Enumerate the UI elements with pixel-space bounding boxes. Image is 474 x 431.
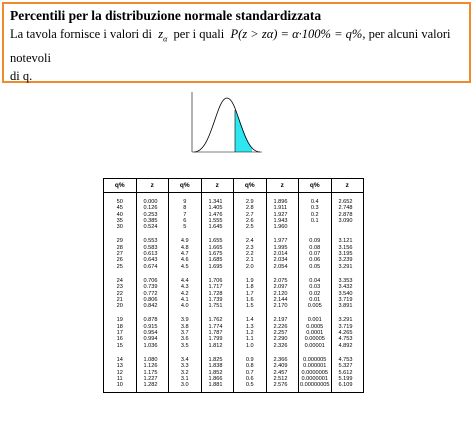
table-cell: 3.239: [338, 257, 353, 264]
table-cell: 4.4: [180, 277, 189, 284]
table-cell: 0.878: [143, 317, 158, 324]
table-cell: 2.652: [338, 199, 353, 205]
table-cell: 20: [116, 303, 123, 310]
table-cell: 0.613: [143, 251, 158, 258]
row-group: [234, 317, 266, 348]
table-cell: 13: [116, 363, 123, 370]
row-group: [299, 357, 331, 388]
table-cell: 2.7: [245, 211, 254, 218]
table-cell: 0.772: [143, 290, 158, 297]
table-cell: 35: [116, 217, 123, 224]
table-cell: 3.9: [180, 317, 189, 324]
table-cell: 4.892: [338, 342, 353, 349]
normal-curve-figure: [190, 90, 272, 162]
row-group: [169, 199, 201, 230]
table-cell: 16: [116, 336, 123, 343]
table-cell: 1.852: [208, 369, 223, 376]
table-cell: 0.643: [143, 257, 158, 264]
table-cell: 3.891: [338, 303, 353, 310]
table-cell: 1.126: [143, 363, 158, 370]
table-cell: 28: [116, 244, 123, 251]
table-cell: 0.0000001: [301, 375, 328, 382]
table-cell: 1.787: [208, 330, 223, 337]
table-cell: 2.3: [245, 244, 254, 251]
table-cell: 1.685: [208, 257, 223, 264]
table-cell: 0.04: [309, 277, 321, 284]
table-cell: 1.476: [208, 211, 223, 218]
z-column: [136, 193, 169, 392]
table-cell: 1.799: [208, 336, 223, 343]
table-cell: 2.326: [273, 342, 288, 349]
row-group: [137, 317, 169, 348]
table-cell: 4.8: [180, 244, 189, 251]
table-cell: 1.706: [208, 277, 223, 284]
table-cell: 9: [183, 199, 187, 205]
table-cell: 1.960: [273, 224, 288, 231]
row-group: [137, 278, 169, 309]
table-cell: 2.054: [273, 263, 288, 270]
table-cell: 0.00005: [304, 336, 325, 343]
row-group: [299, 278, 331, 309]
table-cell: 4.9: [180, 238, 189, 245]
table-cell: 1.927: [273, 211, 288, 218]
table-cell: 3.1: [180, 375, 189, 382]
row-group: [267, 357, 299, 388]
q-column: [298, 193, 331, 392]
table-cell: 7: [183, 211, 187, 218]
table-cell: 5.199: [338, 375, 353, 382]
table-cell: 0.07: [309, 251, 321, 258]
table-cell: 1.080: [143, 356, 158, 363]
table-cell: 1.036: [143, 342, 158, 349]
table-cell: 3.7: [180, 330, 189, 337]
table-cell: 1.0: [245, 342, 254, 349]
table-cell: 0.253: [143, 211, 158, 218]
row-group: [104, 199, 136, 230]
z-alpha-symbol: $z_\alpha$: [158, 27, 168, 44]
table-cell: 10: [116, 382, 123, 389]
table-cell: 2.457: [273, 369, 288, 376]
table-cell: 2.170: [273, 303, 288, 310]
table-cell: 4.3: [180, 284, 189, 291]
row-group: [299, 199, 331, 230]
table-cell: 8: [183, 205, 187, 212]
row-group: [137, 199, 169, 230]
table-cell: 0.739: [143, 284, 158, 291]
header-box: [2, 2, 471, 83]
table-cell: 24: [116, 277, 123, 284]
table-cell: 1.825: [208, 356, 223, 363]
table-cell: 1.8: [245, 284, 254, 291]
table-cell: 2.512: [273, 375, 288, 382]
table-cell: 0.385: [143, 217, 158, 224]
table-cell: 1.728: [208, 290, 223, 297]
table-cell: 4.5: [180, 263, 189, 270]
table-cell: 5: [183, 224, 187, 231]
table-cell: 3.291: [338, 317, 353, 324]
table-cell: 2.2: [245, 251, 254, 258]
table-cell: 3.195: [338, 251, 353, 258]
table-cell: 0.4: [310, 199, 319, 205]
row-group: [202, 199, 234, 230]
column-header: q%: [298, 179, 331, 192]
table-cell: 2.226: [273, 323, 288, 330]
table-cell: 45: [116, 205, 123, 212]
table-cell: 1.943: [273, 217, 288, 224]
q-column: [104, 193, 136, 392]
table-body: [104, 193, 363, 392]
table-cell: 2.8: [245, 205, 254, 212]
table-cell: 3.121: [338, 238, 353, 245]
row-group: [332, 199, 364, 230]
table-cell: 26: [116, 257, 123, 264]
table-cell: 2.1: [245, 257, 254, 264]
q-column: [233, 193, 266, 392]
table-cell: 29: [116, 238, 123, 245]
row-group: [169, 278, 201, 309]
table-cell: 0.001: [307, 317, 322, 324]
table-cell: 27: [116, 251, 123, 258]
desc-mid: per i quali: [173, 27, 225, 41]
table-cell: 2.576: [273, 382, 288, 389]
table-cell: 0.000005: [303, 356, 327, 363]
table-cell: 1.911: [273, 205, 288, 212]
table-cell: 1.282: [143, 382, 158, 389]
column-header: z: [201, 179, 234, 192]
table-cell: 2.144: [273, 296, 288, 303]
table-cell: 1.645: [208, 224, 223, 231]
table-cell: 0.02: [309, 290, 321, 297]
row-group: [169, 317, 201, 348]
table-cell: 3.3: [180, 363, 189, 370]
table-cell: 0.01: [309, 296, 321, 303]
table-cell: 2.6: [245, 217, 254, 224]
table-cell: 4.2: [180, 290, 189, 297]
table-cell: 0.8: [245, 363, 254, 370]
table-cell: 3.8: [180, 323, 189, 330]
row-group: [169, 238, 201, 269]
table-cell: 25: [116, 263, 123, 270]
table-cell: 0.000001: [303, 363, 327, 370]
table-cell: 0.954: [143, 330, 158, 337]
table-cell: 1.555: [208, 217, 223, 224]
z-column: [201, 193, 234, 392]
table-cell: 4.6: [180, 257, 189, 264]
table-cell: 2.4: [245, 238, 254, 245]
description: [10, 25, 463, 67]
table-header: [104, 179, 363, 193]
table-cell: 2.366: [273, 356, 288, 363]
table-cell: 0.524: [143, 224, 158, 231]
table-cell: 3.719: [338, 323, 353, 330]
table-cell: 0.915: [143, 323, 158, 330]
table-cell: 23: [116, 284, 123, 291]
table-cell: 3.0: [180, 382, 189, 389]
table-cell: 0.706: [143, 277, 158, 284]
table-cell: 2.5: [245, 224, 254, 231]
row-group: [202, 357, 234, 388]
page-title: Percentili per la distribuzione normale standardizzata: [10, 8, 322, 23]
table-cell: 0.08: [309, 244, 321, 251]
table-cell: 1.9: [245, 277, 254, 284]
column-header: z: [331, 179, 364, 192]
row-group: [332, 317, 364, 348]
table-cell: 11: [116, 375, 123, 382]
table-cell: 50: [116, 199, 123, 205]
row-group: [299, 238, 331, 269]
row-group: [234, 238, 266, 269]
table-cell: 2.409: [273, 363, 288, 370]
table-cell: 0.00000005: [299, 382, 330, 389]
table-cell: 1.405: [208, 205, 223, 212]
table-cell: 14: [116, 356, 123, 363]
table-cell: 1.1: [245, 336, 254, 343]
table-cell: 18: [116, 323, 123, 330]
column-header: z: [266, 179, 299, 192]
desc-line2: di q.: [10, 68, 33, 83]
table-cell: 0.06: [309, 257, 321, 264]
table-cell: 2.290: [273, 336, 288, 343]
table-cell: 0.09: [309, 238, 321, 245]
table-cell: [332, 224, 364, 230]
table-cell: 17: [116, 330, 123, 337]
table-cell: 1.838: [208, 363, 223, 370]
row-group: [267, 278, 299, 309]
table-cell: 3.5: [180, 342, 189, 349]
desc-suffix: , per alcuni valori notevoli: [10, 27, 451, 65]
table-cell: 1.751: [208, 303, 223, 310]
table-cell: 15: [116, 342, 123, 349]
table-cell: 0.0005: [306, 323, 324, 330]
table-cell: 0.005: [307, 303, 322, 310]
row-group: [332, 357, 364, 388]
row-group: [234, 199, 266, 230]
table-cell: 1.896: [273, 199, 288, 205]
row-group: [104, 317, 136, 348]
row-group: [104, 238, 136, 269]
table-cell: 1.695: [208, 263, 223, 270]
table-cell: 3.353: [338, 277, 353, 284]
column-header: q%: [233, 179, 266, 192]
table-cell: 2.120: [273, 290, 288, 297]
table-cell: 0.674: [143, 263, 158, 270]
q-column: [168, 193, 201, 392]
table-cell: 5.327: [338, 363, 353, 370]
table-cell: 1.4: [245, 317, 254, 324]
table-cell: 2.197: [273, 317, 288, 324]
table-cell: 1.6: [245, 296, 254, 303]
table-cell: 1.774: [208, 323, 223, 330]
table-cell: 2.257: [273, 330, 288, 337]
row-group: [299, 317, 331, 348]
table-cell: 40: [116, 211, 123, 218]
table-cell: 6.109: [338, 382, 353, 389]
table-cell: 1.7: [245, 290, 254, 297]
table-cell: 0.0000005: [301, 369, 328, 376]
row-group: [169, 357, 201, 388]
table-cell: 1.2: [245, 330, 254, 337]
table-cell: 4.265: [338, 330, 353, 337]
table-cell: 12: [116, 369, 123, 376]
table-cell: 2.014: [273, 251, 288, 258]
table-cell: 3.432: [338, 284, 353, 291]
table-cell: 1.881: [208, 382, 223, 389]
table-cell: 3.4: [180, 356, 189, 363]
table-cell: [299, 224, 331, 230]
table-cell: 2.878: [338, 211, 353, 218]
row-group: [202, 238, 234, 269]
table-cell: 4.753: [338, 356, 353, 363]
table-cell: 1.995: [273, 244, 288, 251]
table-cell: 1.227: [143, 375, 158, 382]
table-cell: 5.612: [338, 369, 353, 376]
table-cell: 4.1: [180, 296, 189, 303]
table-cell: 0.583: [143, 244, 158, 251]
table-cell: 0.00001: [304, 342, 325, 349]
table-cell: 1.977: [273, 238, 288, 245]
table-cell: 3.719: [338, 296, 353, 303]
table-cell: 0.9: [245, 356, 254, 363]
column-header: q%: [114, 182, 125, 189]
row-group: [234, 278, 266, 309]
table-cell: 1.812: [208, 342, 223, 349]
table-cell: 1.717: [208, 284, 223, 291]
table-cell: 19: [116, 317, 123, 324]
table-cell: 0.806: [143, 296, 158, 303]
table-cell: 0.126: [143, 205, 158, 212]
table-cell: 3.156: [338, 244, 353, 251]
column-header: z: [136, 179, 169, 192]
table-cell: 0.842: [143, 303, 158, 310]
z-column: [331, 193, 364, 392]
row-group: [202, 278, 234, 309]
table-cell: 1.866: [208, 375, 223, 382]
table-cell: 2.097: [273, 284, 288, 291]
column-header: q%: [168, 179, 201, 192]
table-cell: 4.0: [180, 303, 189, 310]
row-group: [137, 238, 169, 269]
table-cell: 22: [116, 290, 123, 297]
table-cell: 1.341: [208, 199, 223, 205]
table-cell: 3.540: [338, 290, 353, 297]
table-cell: 0.7: [245, 369, 254, 376]
formula: P(z > zα) = α·100% = q%: [230, 27, 363, 41]
table-cell: 0.994: [143, 336, 158, 343]
table-cell: 3.6: [180, 336, 189, 343]
table-cell: 1.655: [208, 238, 223, 245]
table-cell: 1.3: [245, 323, 254, 330]
table-cell: 0.03: [309, 284, 321, 291]
table-cell: 6: [183, 217, 187, 224]
table-cell: 4.7: [180, 251, 189, 258]
row-group: [202, 317, 234, 348]
table-cell: 0.1: [310, 217, 319, 224]
table-cell: 0.553: [143, 238, 158, 245]
table-cell: 0.0001: [306, 330, 324, 337]
row-group: [104, 357, 136, 388]
table-cell: 0.6: [245, 375, 254, 382]
table-cell: 2.0: [245, 263, 254, 270]
row-group: [332, 238, 364, 269]
table-cell: 1.5: [245, 303, 254, 310]
table-cell: 3.291: [338, 263, 353, 270]
row-group: [137, 357, 169, 388]
table-cell: 3.090: [338, 217, 353, 224]
row-group: [234, 357, 266, 388]
z-column: [266, 193, 299, 392]
table-cell: 0.3: [310, 205, 319, 212]
row-group: [267, 199, 299, 230]
table-cell: 21: [116, 296, 123, 303]
row-group: [104, 278, 136, 309]
row-group: [332, 278, 364, 309]
table-cell: 4.753: [338, 336, 353, 343]
table-cell: 0.5: [245, 382, 254, 389]
table-cell: 0.2: [310, 211, 319, 218]
table-cell: 2.748: [338, 205, 353, 212]
table-cell: 0.000: [143, 199, 158, 205]
row-group: [267, 317, 299, 348]
table-cell: 1.665: [208, 244, 223, 251]
table-cell: 2.9: [245, 199, 254, 205]
table-cell: 2.034: [273, 257, 288, 264]
table-cell: 1.175: [143, 369, 158, 376]
table-cell: 2.075: [273, 277, 288, 284]
table-cell: 1.739: [208, 296, 223, 303]
table-cell: 1.675: [208, 251, 223, 258]
table-cell: 1.762: [208, 317, 223, 324]
table-cell: 3.2: [180, 369, 189, 376]
table-cell: 0.05: [309, 263, 321, 270]
desc-prefix: La tavola fornisce i valori di: [10, 27, 152, 41]
normal-curve: [194, 98, 260, 152]
row-group: [267, 238, 299, 269]
percentile-table: [103, 178, 364, 393]
table-cell: 30: [116, 224, 123, 231]
